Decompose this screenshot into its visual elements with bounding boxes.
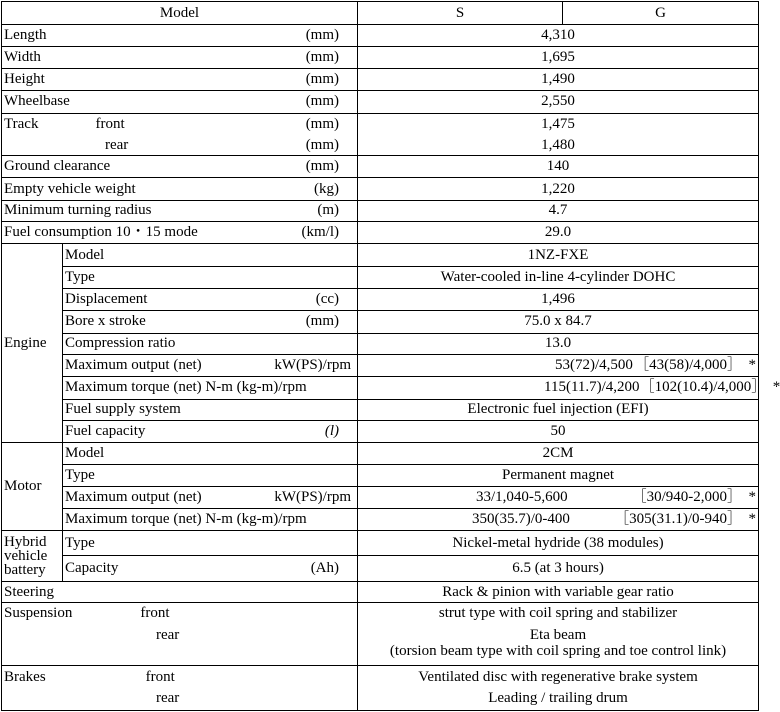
motor-group-label: Motor [2,443,63,531]
row-value: 1NZ-FXE [358,244,759,266]
brakes-rear-value: Leading / trailing drum [488,690,628,707]
row-label: Type [65,534,95,551]
row-value-alt: ［305(31.1)/0-940］ [614,511,743,528]
table-row [2,531,759,555]
track-unit: (mm) [305,115,340,132]
row-unit: (km/l) [301,224,340,241]
row-label: Maximum output (net) [65,357,202,374]
table-row [2,46,759,68]
row-value: 29.0 [358,222,759,244]
table-row-suspension [2,603,759,666]
table-row [2,244,759,266]
table-row [2,266,759,288]
row-label: Length [4,26,47,43]
row-value: 53(72)/4,500 [555,357,633,374]
table-row [2,465,759,486]
suspension-rear-value-detail: (torsion beam type with coil spring and toe control link) [389,642,727,659]
row-value: Nickel-metal hydride (38 modules) [358,531,759,555]
suspension-label: Suspension [4,605,73,622]
row-unit: (mm) [305,93,340,110]
suspension-rear-value: Eta beam [529,626,587,643]
table-row [2,91,759,113]
table-row [2,333,759,354]
table-row [2,25,759,46]
table-row [2,289,759,311]
row-unit: (mm) [305,158,340,175]
row-unit: (Ah) [310,559,340,576]
row-value: Permanent magnet [358,465,759,486]
header-model: Model [2,2,358,25]
row-value-alt: ［43(58)/4,000］ [634,357,743,374]
row-value-alt: ［30/940-2,000］ [631,488,743,505]
row-label: Fuel consumption 10・15 mode [4,224,198,241]
row-label: Fuel capacity [65,423,146,440]
header-grade-g: G [563,2,759,25]
row-unit: (kg) [314,180,340,197]
table-row [2,486,759,508]
row-label: Width [4,48,41,65]
table-row-brakes [2,666,759,711]
track-rear-value: 1,480 [541,136,575,153]
table-row [2,354,759,376]
row-value: 1,496 [358,289,759,311]
asterisk-note: * [748,488,757,505]
row-label: Maximum output (net) [65,488,202,505]
row-label: Type [65,467,95,484]
brakes-label: Brakes [4,669,46,686]
row-label: Ground clearance [4,158,111,175]
suspension-front-label: front [140,605,170,622]
row-label: Maximum torque (net) N-m (kg-m)/rpm [65,511,307,528]
track-label: Track [4,115,39,132]
track-front-label: front [95,115,125,132]
row-value: 140 [358,156,759,178]
table-row-steering [2,582,759,603]
steering-value: Rack & pinion with variable gear ratio [358,582,759,603]
battery-group-label: Hybrid vehicle battery [2,531,63,582]
row-label: Empty vehicle weight [4,180,136,197]
row-unit: (l) [324,423,340,440]
suspension-front-value: strut type with coil spring and stabilizer [438,605,678,622]
brakes-front-value: Ventilated disc with regenerative brake system [418,669,698,686]
table-row [2,420,759,442]
table-row [2,200,759,221]
table-row [2,555,759,581]
row-unit: (cc) [315,291,340,308]
row-value: 33/1,040-5,600 [476,488,568,505]
row-label: Wheelbase [4,93,70,110]
row-value: Water-cooled in-line 4-cylinder DOHC [358,266,759,288]
table-row [2,178,759,200]
spec-table [1,1,780,711]
asterisk-note: * [748,357,757,374]
row-label: Displacement [65,291,148,308]
row-value: 4,310 [358,25,759,46]
row-label: Height [4,71,45,88]
row-label: Maximum torque (net) N-m (kg-m)/rpm [65,379,307,396]
table-row [2,311,759,333]
table-row [2,222,759,244]
table-row [2,68,759,90]
row-label: Model [65,246,105,263]
table-row [2,509,759,531]
row-value: 13.0 [358,333,759,354]
suspension-rear-label: rear [156,626,180,643]
row-unit: (mm) [305,71,340,88]
row-unit: (m) [317,202,340,219]
row-value: 4.7 [358,200,759,221]
table-row [2,156,759,178]
table-row [2,399,759,420]
row-value: 6.5 (at 3 hours) [358,555,759,581]
table-row [2,443,759,465]
track-front-value: 1,475 [541,115,575,132]
row-value: 1,220 [358,178,759,200]
steering-label: Steering [2,582,358,603]
brakes-front-label: front [145,669,175,686]
row-unit: (mm) [305,26,340,43]
row-value: 115(11.7)/4,200 [544,379,640,396]
brakes-rear-label: rear [156,690,180,707]
row-value: 50 [358,420,759,442]
asterisk-note: * [748,511,757,528]
row-label: Bore x stroke [65,313,146,330]
row-unit: kW(PS)/rpm [274,488,352,505]
asterisk-note: * [772,379,780,396]
row-value: 2CM [358,443,759,465]
row-value: 2,550 [358,91,759,113]
track-rear-label: rear [105,136,129,153]
row-label: Minimum turning radius [4,202,152,219]
row-unit: kW(PS)/rpm [274,357,352,374]
row-value: 75.0 x 84.7 [358,311,759,333]
row-value: 1,490 [358,68,759,90]
row-label: Fuel supply system [65,401,181,418]
row-value-alt: ［102(10.4)/4,000］ [639,379,767,396]
header-row [2,2,759,25]
row-value: 350(35.7)/0-400 [472,511,570,528]
row-label: Type [65,268,95,285]
header-grade-s: S [358,2,563,25]
row-label: Model [65,445,105,462]
row-unit: (mm) [305,313,340,330]
engine-group-label: Engine [2,244,63,443]
row-label: Capacity [65,559,119,576]
track-unit: (mm) [305,136,340,153]
row-value: Electronic fuel injection (EFI) [358,399,759,420]
table-row-track [2,113,759,156]
table-row [2,377,759,399]
row-label: Compression ratio [65,335,176,352]
row-unit: (mm) [305,48,340,65]
row-value: 1,695 [358,46,759,68]
